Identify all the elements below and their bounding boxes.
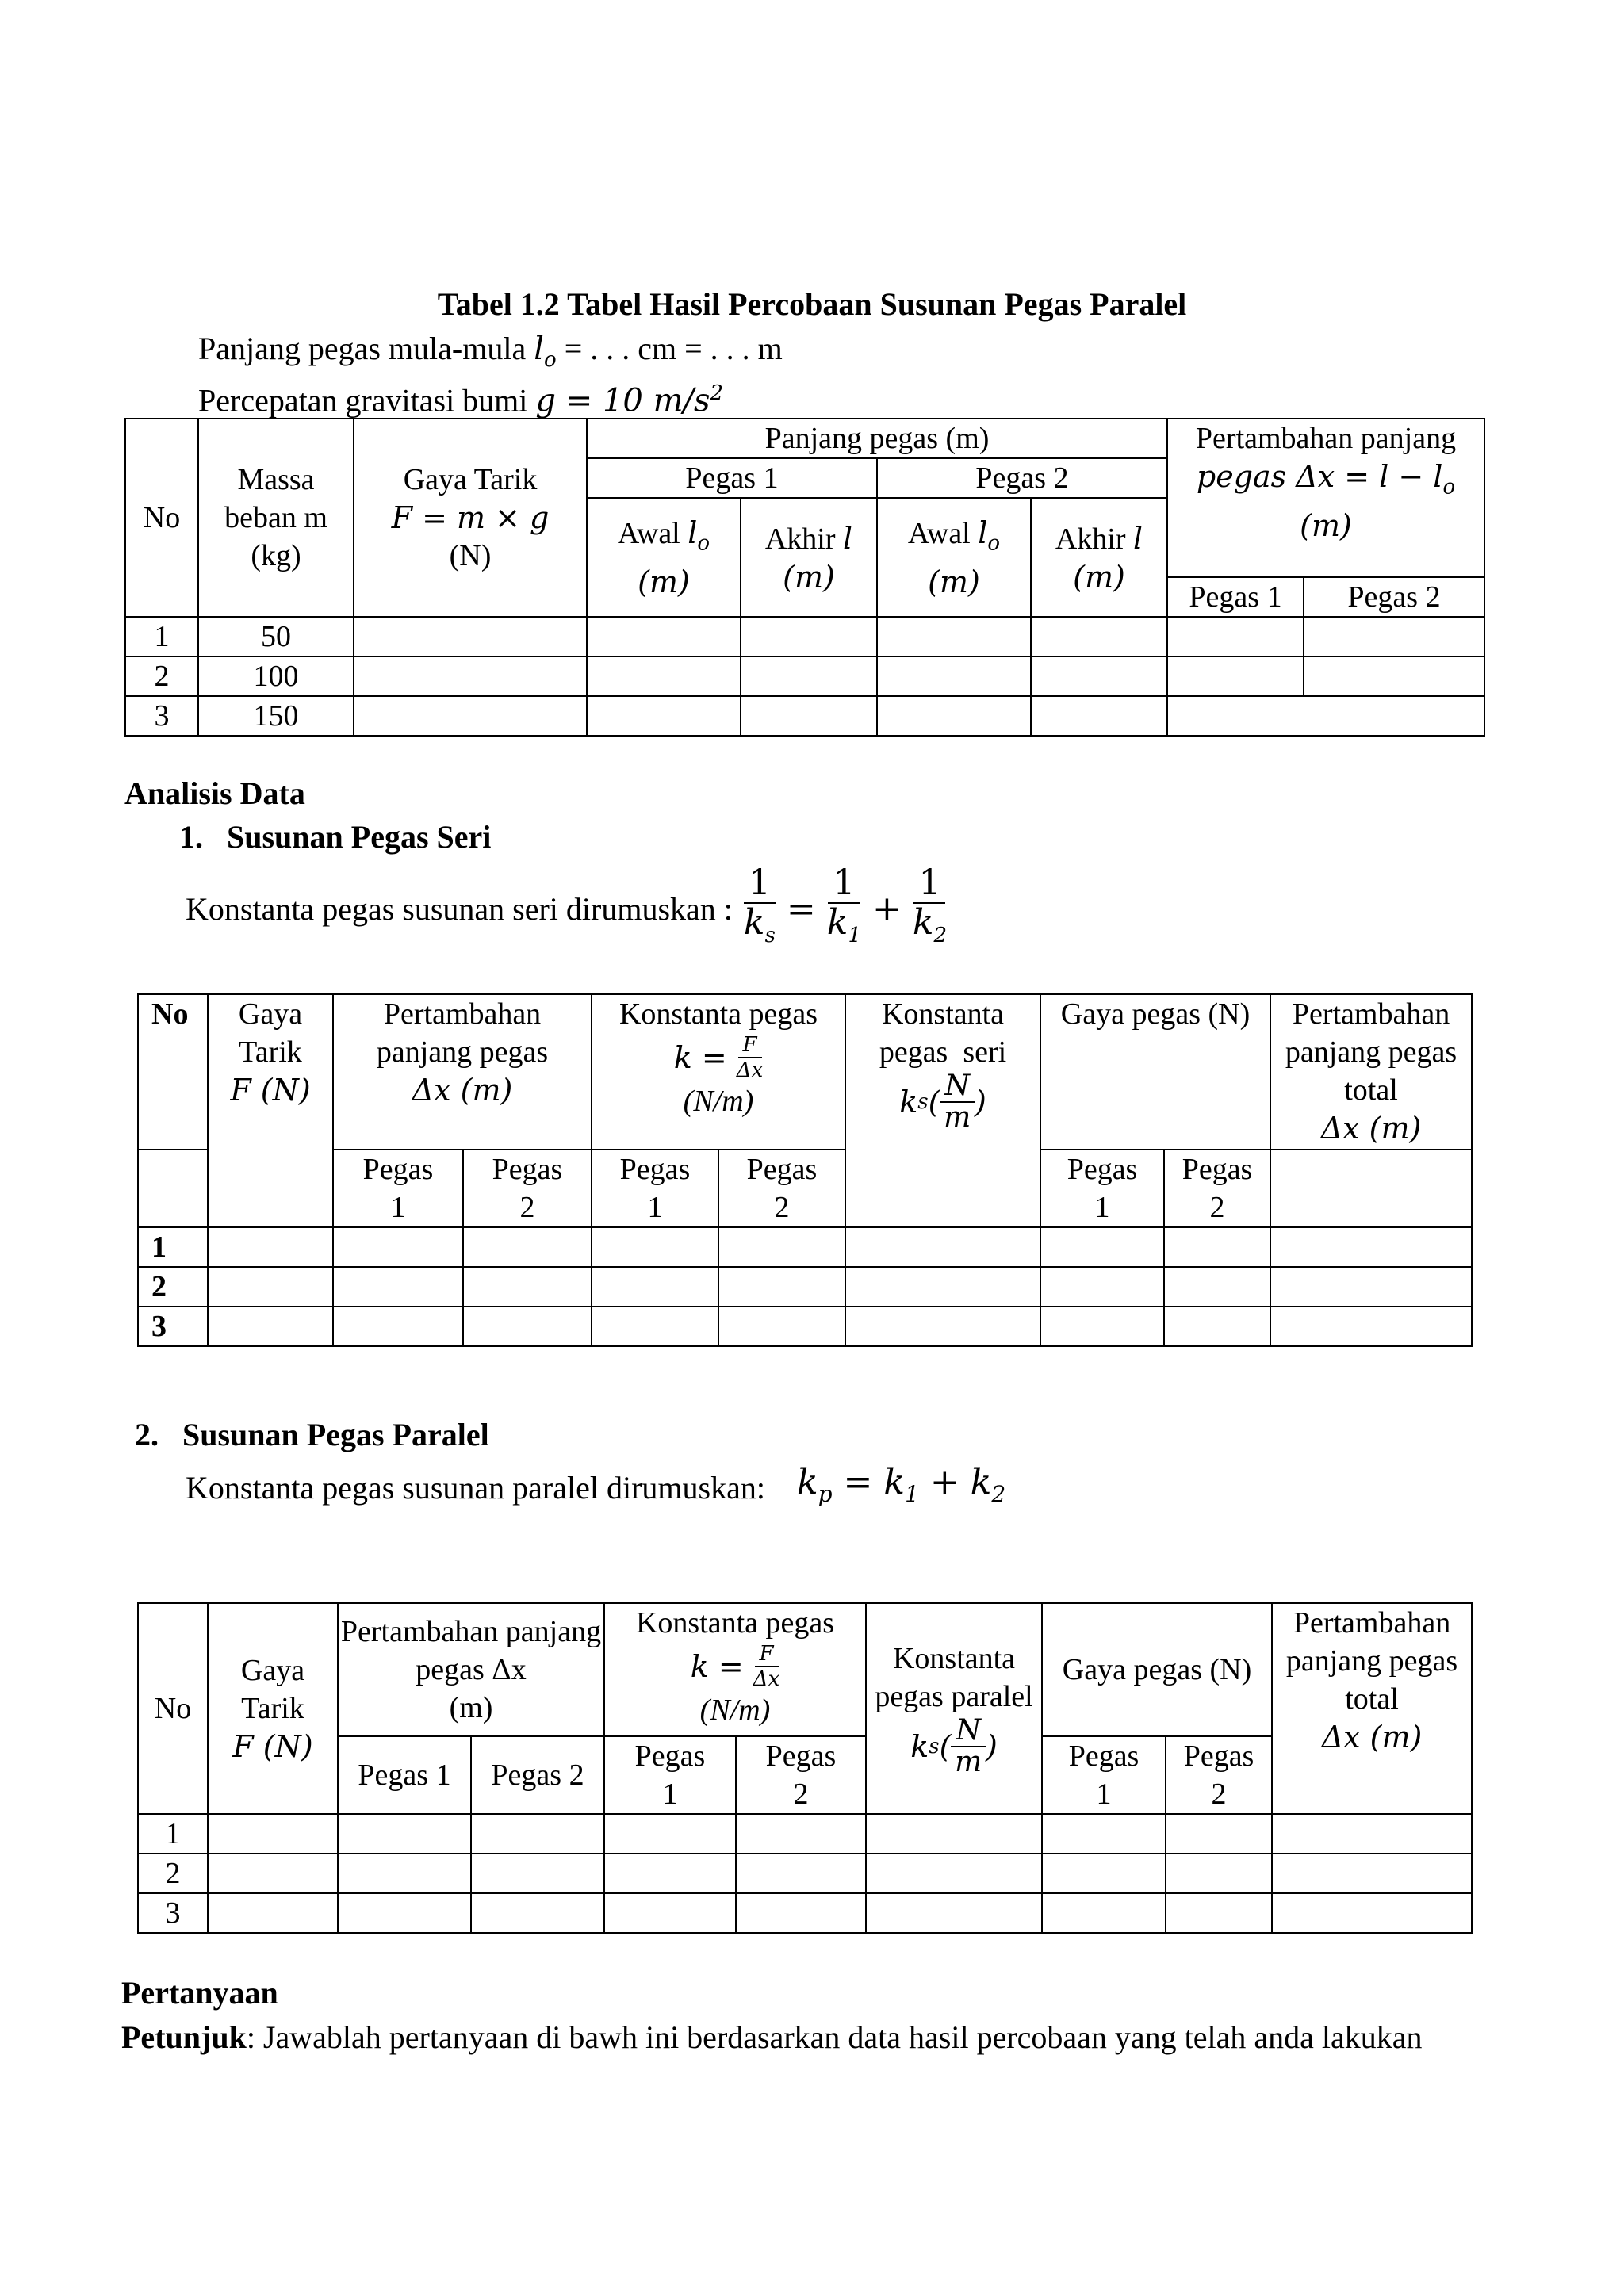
seri-header-no: No — [138, 994, 208, 1150]
paralel-sub-pertambahan-1: Pegas 1 — [338, 1736, 471, 1814]
paralel-sub-gaya-1: Pegas 1 — [1042, 1736, 1166, 1814]
paralel-formula-line — [186, 1464, 1005, 1513]
paralel-sub-konstanta-2: Pegas 2 — [736, 1736, 866, 1814]
seri-sub-pertambahan-1: Pegas 1 — [333, 1150, 463, 1227]
gravity-sup: 2 — [710, 381, 724, 405]
gravity-label: Percepatan gravitasi bumi — [198, 382, 528, 419]
seri-sub-konstanta-1: Pegas 1 — [592, 1150, 718, 1227]
petunjuk-text: : Jawablah pertanyaan di bawh ini berdasarkan data hasil percobaan yang telah anda lakukan — [246, 2019, 1423, 2055]
paralel-header-total: Pertambahan panjang pegas total Δx (m) — [1272, 1603, 1472, 1814]
pertambahan-unit: (m) — [1300, 507, 1352, 543]
seri-header-konstanta: Konstanta pegas k = $\frac{F}{\Delta x}$ (N/m) — [592, 994, 845, 1150]
paralel-sub-gaya-2: Pegas 2 — [1166, 1736, 1272, 1814]
gravity-line — [198, 374, 723, 419]
paralel-table — [137, 1602, 1473, 1934]
header-panjang-pegas: Panjang pegas (m) — [587, 419, 1167, 458]
gaya-tarik-label: Gaya Tarik — [403, 463, 538, 496]
header-pegas1: Pegas 1 — [587, 458, 877, 498]
header-pertambahan — [1167, 419, 1484, 577]
header-no: No — [125, 419, 198, 617]
gaya-tarik-unit: (N) — [449, 539, 492, 572]
table-row: 1 50 — [125, 617, 1484, 656]
seri-heading: 1. Susunan Pegas Seri — [179, 819, 492, 855]
table-row: 3 150 — [125, 696, 1484, 736]
initial-length-sub: o — [544, 348, 557, 372]
table-row: 1 — [138, 1814, 1472, 1854]
seri-header-pertambahan: Pertambahan panjang pegas Δx (m) — [333, 994, 592, 1150]
pertambahan-line1: Pertambahan panjang — [1195, 422, 1457, 455]
header-awal-2: Awal $l_o$ (m) — [877, 498, 1031, 617]
analisis-heading: Analisis Data — [124, 775, 305, 811]
seri-formula-line — [186, 864, 947, 955]
seri-header-gaya: Gaya Tarik F (N) — [208, 994, 333, 1227]
paralel-header-konstanta-paralel: Konstanta pegas paralel k s ( $\frac{N}{m}$ ) — [866, 1603, 1042, 1814]
seri-header-total: Pertambahan panjang pegas total Δx (m) — [1270, 994, 1472, 1150]
paralel-formula: $k_p = k_1 + k_2$ — [796, 1462, 1006, 1507]
seri-sub-pertambahan-2: Pegas 2 — [463, 1150, 592, 1227]
pertanyaan-heading: Pertanyaan — [121, 1975, 278, 2011]
header-gaya-tarik — [354, 419, 587, 617]
gravity-formula: g = 10 m/s — [535, 382, 710, 419]
paralel-header-gaya: Gaya Tarik F (N) — [208, 1603, 338, 1814]
header-massa: Massa beban m (kg) — [198, 419, 354, 617]
paralel-sub-konstanta-1: Pegas 1 — [604, 1736, 736, 1814]
paralel-header-pertambahan: Pertambahan panjang pegas Δx (m) — [338, 1603, 604, 1736]
table-row: 2 100 — [125, 656, 1484, 696]
gaya-tarik-formula: F = m × g — [391, 500, 550, 535]
table-row: 3 — [138, 1893, 1472, 1933]
table-row: 1 — [138, 1227, 1472, 1267]
seri-header-gaya-pegas: Gaya pegas (N) — [1040, 994, 1270, 1150]
subheader-pegas2: Pegas 2 — [1304, 577, 1484, 617]
results-table-parallel — [124, 418, 1485, 737]
seri-formula: $\frac{1}{k_s}$ = $\frac{1}{k_1}$ + $\frac{1}{k_2}$ — [743, 863, 948, 947]
header-awal-1: Awal $l_o$ (m) — [587, 498, 741, 617]
petunjuk-label: Petunjuk — [121, 2019, 247, 2055]
seri-table — [137, 993, 1473, 1347]
pertambahan-line2: pegas $\Delta x = l - l_o$ — [1196, 459, 1456, 499]
subheader-pegas1: Pegas 1 — [1167, 577, 1304, 617]
table-title: Tabel 1.2 Tabel Hasil Percobaan Susunan Pegas Paralel — [437, 286, 1187, 322]
header-pegas2: Pegas 2 — [877, 458, 1167, 498]
initial-length-line — [198, 330, 783, 379]
table-row: 3 — [138, 1307, 1472, 1346]
paralel-text: Konstanta pegas susunan paralel dirumuskan: — [186, 1470, 765, 1506]
seri-sub-konstanta-2: Pegas 2 — [718, 1150, 845, 1227]
table-row: 2 — [138, 1854, 1472, 1893]
initial-length-var: l — [534, 331, 545, 367]
initial-length-value: = . . . cm = . . . m — [564, 331, 783, 366]
paralel-header-konstanta: Konstanta pegas k = $\frac{F}{\Delta x}$ (N/m) — [604, 1603, 866, 1736]
paralel-heading: 2. Susunan Pegas Paralel — [135, 1417, 489, 1452]
petunjuk-line — [121, 2019, 1423, 2057]
header-akhir-1: Akhir l (m) — [741, 498, 877, 617]
paralel-header-gaya-pegas: Gaya pegas (N) — [1042, 1603, 1272, 1736]
header-akhir-2: Akhir l (m) — [1031, 498, 1167, 617]
paralel-sub-pertambahan-2: Pegas 2 — [471, 1736, 604, 1814]
seri-text: Konstanta pegas susunan seri dirumuskan : — [186, 890, 733, 927]
initial-length-label: Panjang pegas mula-mula — [198, 331, 527, 366]
paralel-header-no: No — [138, 1603, 208, 1814]
seri-sub-gaya-1: Pegas 1 — [1040, 1150, 1164, 1227]
seri-sub-gaya-2: Pegas 2 — [1164, 1150, 1270, 1227]
seri-header-konstanta-seri: Konstanta pegas seri k s ( $\frac{N}{m}$ ) — [845, 994, 1040, 1227]
table-row: 2 — [138, 1267, 1472, 1307]
